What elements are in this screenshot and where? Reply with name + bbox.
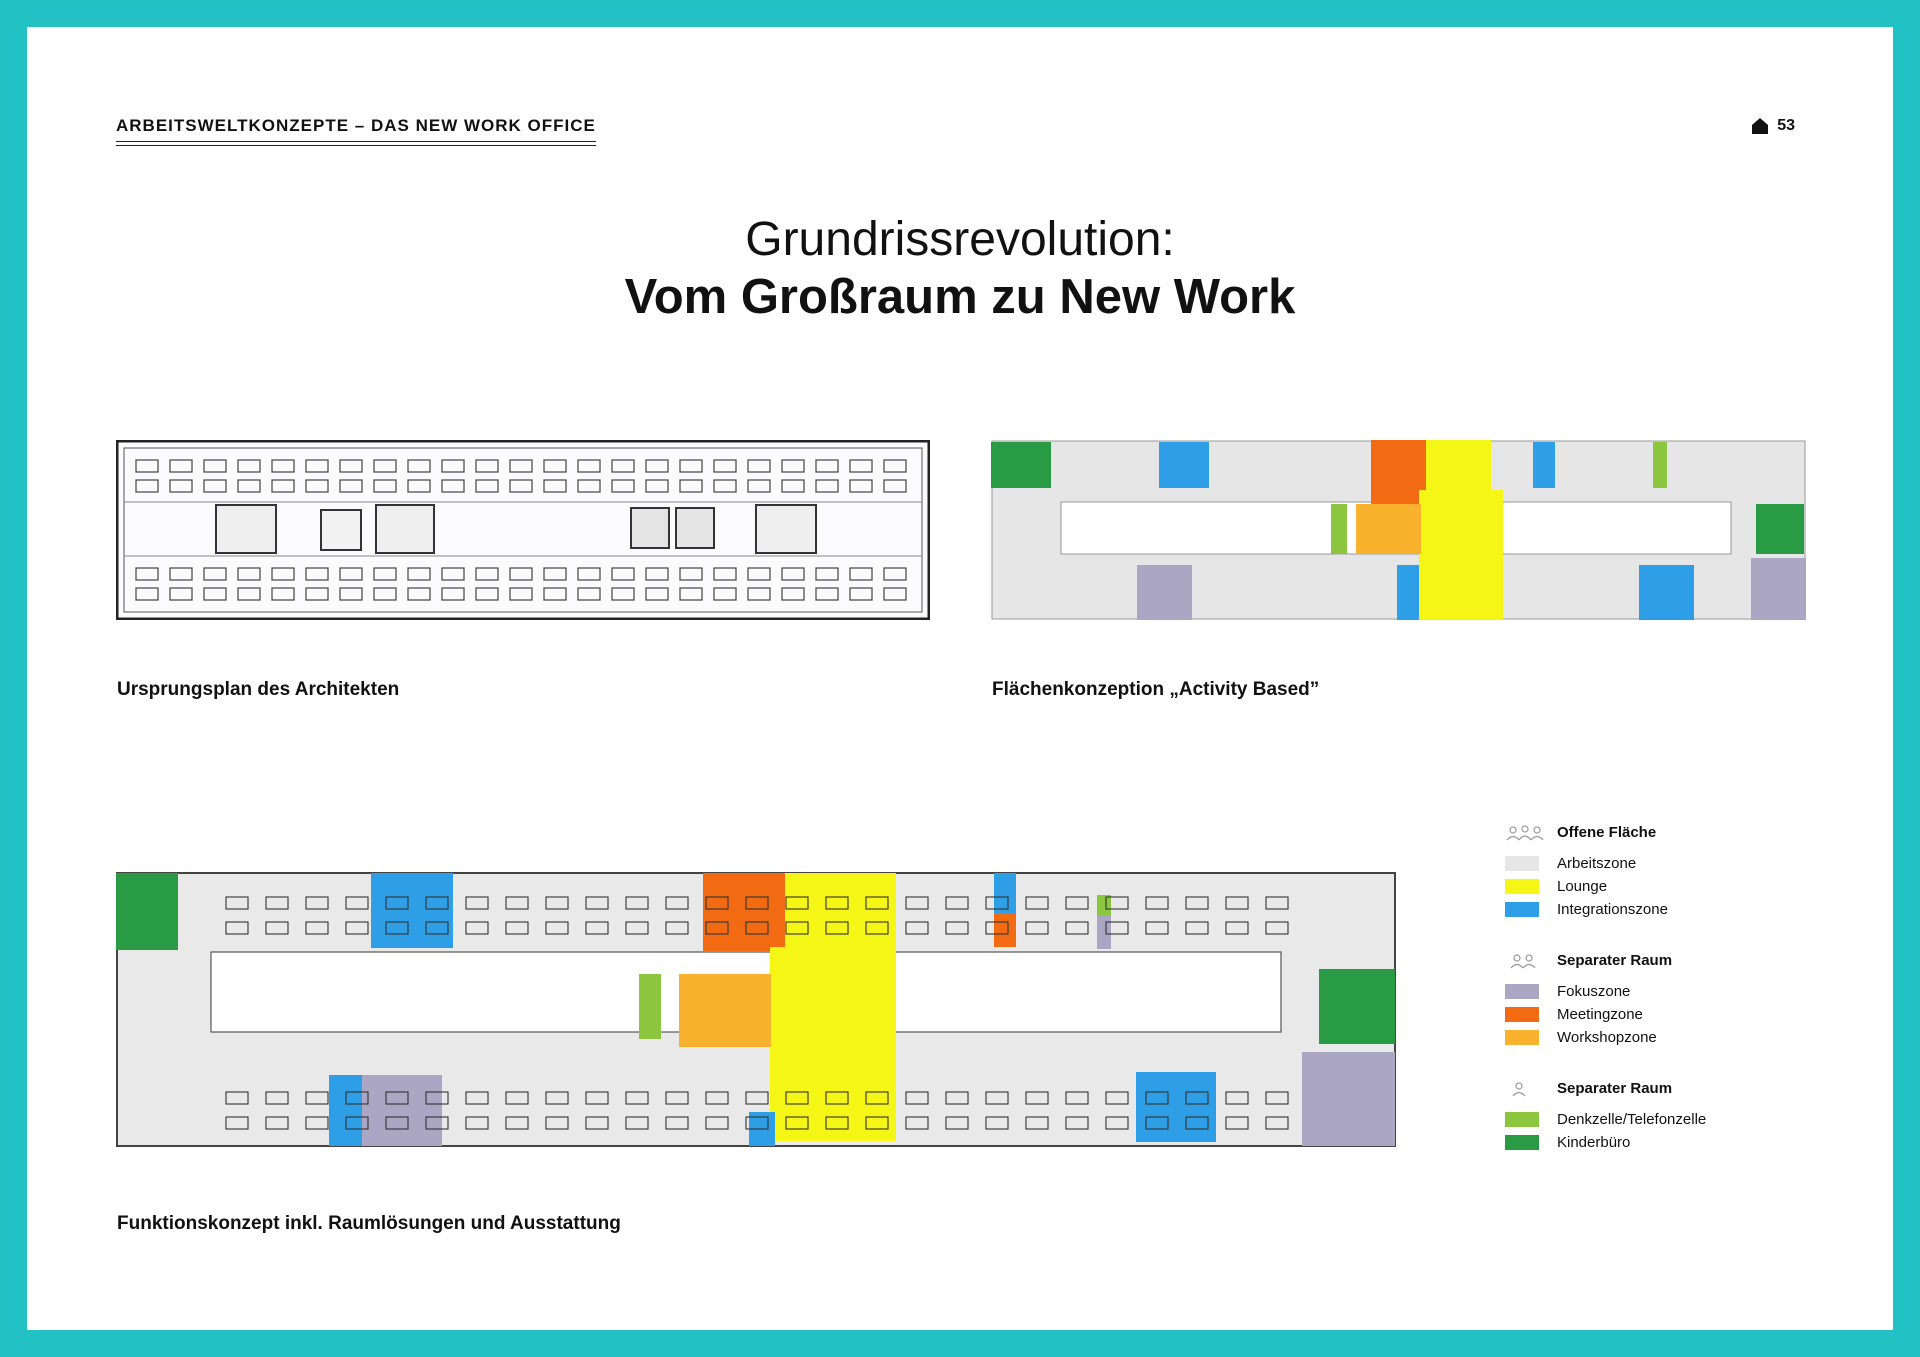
title-line-2: Vom Großraum zu New Work (624, 270, 1296, 324)
activity-plan-caption: Flächenkonzeption „Activity Based” (992, 679, 1320, 700)
legend-item-label: Kinderbüro (1557, 1134, 1631, 1151)
legend-item-label: Workshopzone (1557, 1029, 1657, 1046)
legend-item (1505, 855, 1805, 872)
small-group-icon (1505, 953, 1545, 969)
legend-group-single (1505, 1080, 1805, 1151)
original-plan-caption: Ursprungsplan des Architekten (117, 679, 400, 700)
section-header: ARBEITSWELTKONZEPTE – DAS NEW WORK OFFICE (116, 116, 596, 142)
swatch-arbeitszone (1505, 856, 1539, 871)
legend-item (1505, 1006, 1805, 1023)
legend-item (1505, 1029, 1805, 1046)
zone-legend (1505, 824, 1805, 1185)
function-plan-caption: Funktionskonzept inkl. Raumlösungen und Ausstattung (117, 1213, 621, 1234)
legend-item (1505, 1111, 1805, 1128)
legend-item (1505, 1134, 1805, 1151)
legend-item-label: Meetingzone (1557, 1006, 1643, 1023)
page-number (1751, 117, 1795, 135)
swatch-lounge (1505, 879, 1539, 894)
title-line-1: Grundrissrevolution: (745, 213, 1175, 266)
swatch-kinderbuero (1505, 1135, 1539, 1150)
legend-item (1505, 878, 1805, 895)
page (27, 27, 1893, 1330)
legend-group-title: Separater Raum (1557, 952, 1673, 969)
legend-group-separate (1505, 952, 1805, 1046)
swatch-integrationszone (1505, 902, 1539, 917)
swatch-fokuszone (1505, 984, 1539, 999)
legend-group-title: Offene Fläche (1557, 824, 1657, 841)
legend-group-header (1505, 952, 1805, 969)
legend-item-label: Denkzelle/Telefonzelle (1557, 1111, 1707, 1128)
activity-based-plan (991, 440, 1806, 620)
page-number-text: 53 (1777, 117, 1795, 134)
original-floor-plan (116, 440, 930, 620)
legend-group-header (1505, 824, 1805, 841)
group-icon (1505, 825, 1545, 841)
function-concept-plan (116, 847, 1396, 1147)
legend-group-title: Separater Raum (1557, 1080, 1673, 1097)
legend-item (1505, 983, 1805, 1000)
page-title (27, 212, 1893, 325)
legend-item-label: Integrationszone (1557, 901, 1668, 918)
person-icon (1505, 1081, 1545, 1097)
swatch-meetingzone (1505, 1007, 1539, 1022)
legend-group-header (1505, 1080, 1805, 1097)
legend-group-open (1505, 824, 1805, 918)
legend-item-label: Fokuszone (1557, 983, 1631, 1000)
home-icon[interactable] (1751, 117, 1769, 135)
swatch-workshopzone (1505, 1030, 1539, 1045)
legend-item (1505, 901, 1805, 918)
swatch-denkzelle (1505, 1112, 1539, 1127)
legend-item-label: Lounge (1557, 878, 1608, 895)
legend-item-label: Arbeitszone (1557, 855, 1637, 872)
